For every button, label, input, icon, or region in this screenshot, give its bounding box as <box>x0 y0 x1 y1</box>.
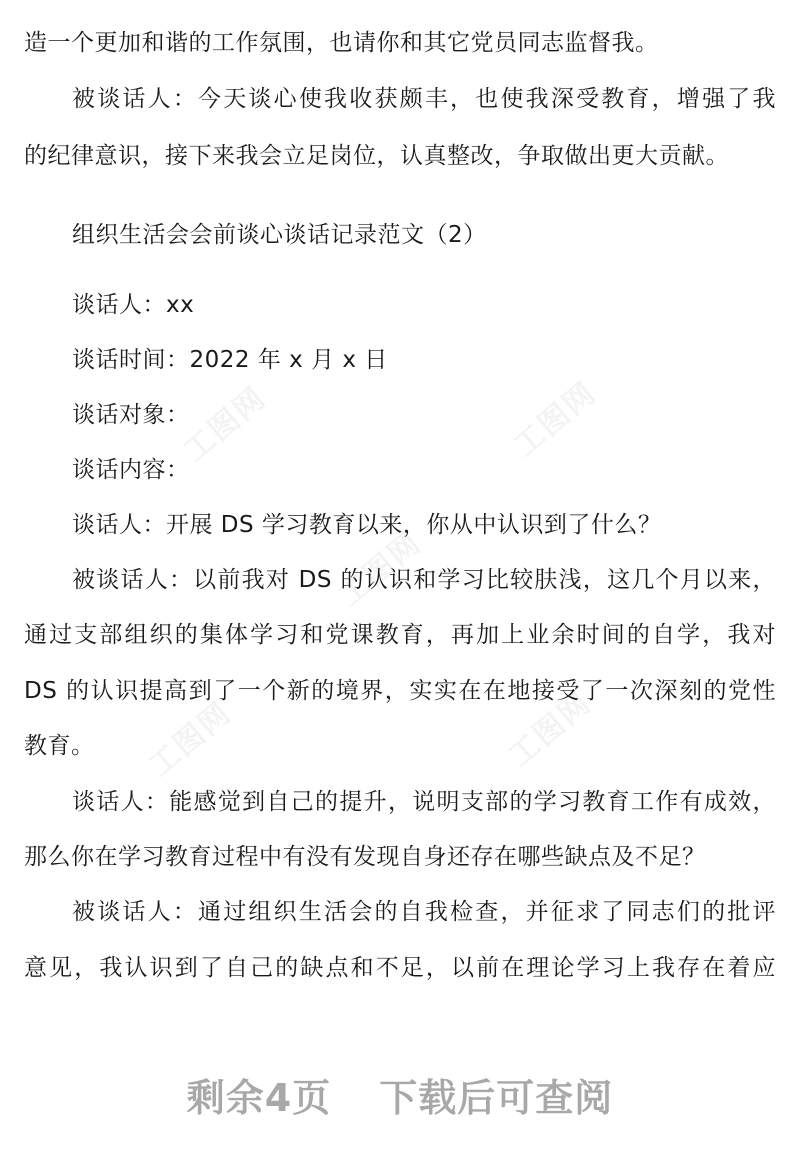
paragraph-line: 造一个更加和谐的工作氛围，也请你和其它党员同志监督我。 <box>24 30 659 56</box>
paragraph-line: 教育。 <box>24 733 95 759</box>
paragraph-line: 通过支部组织的集体学习和党课教育，再加上业余时间的自学，我对 <box>24 622 776 648</box>
remaining-pages-label: 剩余4页 <box>186 1076 332 1120</box>
paragraph-line: 被谈话人：通过组织生活会的自我检查，并征求了同志们的批评 <box>72 899 776 925</box>
paragraph-line: 那么你在学习教育过程中有没有发现自身还存在哪些缺点及不足？ <box>24 844 706 870</box>
paragraph-line: 谈话人：能感觉到自己的提升，说明支部的学习教育工作有成效， <box>72 789 776 815</box>
download-hint-label: 下载后可查阅 <box>379 1076 614 1120</box>
section-heading: 组织生活会会前谈心谈话记录范文（2） <box>72 222 487 248</box>
paragraph-line: 谈话人：开展 DS 学习教育以来，你从中认识到了什么？ <box>72 512 662 538</box>
watermark: 工图网 <box>332 525 429 614</box>
paragraph-line: 谈话内容： <box>72 457 190 483</box>
watermark: 工图网 <box>142 695 239 784</box>
paragraph-line: 意见，我认识到了自己的缺点和不足，以前在理论学习上我存在着应 <box>24 955 776 981</box>
paragraph-line: 谈话人：xx <box>72 292 195 318</box>
paragraph-line: DS 的认识提高到了一个新的境界，实实在在地接受了一次深刻的党性 <box>24 678 776 704</box>
paragraph-line: 被谈话人：以前我对 DS 的认识和学习比较肤浅，这几个月以来， <box>72 567 776 593</box>
download-prompt-banner[interactable] <box>0 1068 800 1128</box>
paragraph-line: 被谈话人：今天谈心使我收获颇丰，也使我深受教育，增强了我 <box>72 86 776 112</box>
watermark: 工图网 <box>502 685 599 774</box>
paragraph-line: 的纪律意识，接下来我会立足岗位，认真整改，争取做出更大贡献。 <box>24 143 729 169</box>
watermark: 工图网 <box>507 375 604 464</box>
watermark: 工图网 <box>177 380 274 469</box>
paragraph-line: 谈话时间：2022 年 x 月 x 日 <box>72 347 388 373</box>
paragraph-line: 谈话对象： <box>72 402 190 428</box>
